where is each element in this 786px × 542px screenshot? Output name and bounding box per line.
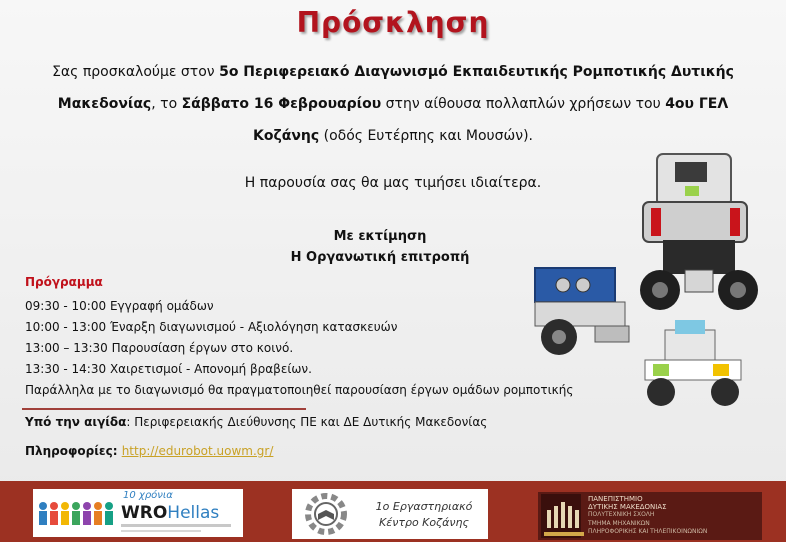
- event-date: Σάββατο 16 Φεβρουαρίου: [181, 96, 382, 112]
- intro-text-4: (οδός Ευτέρπης και Μουσών).: [319, 128, 533, 144]
- program-item: 13:30 - 14:30 Χαιρετισμοί - Απονομή βραβείων.: [25, 362, 312, 376]
- intro-text-3: στην αίθουσα πολλαπλών χρήσεων του: [381, 96, 666, 112]
- info-label: Πληροφορίες: [25, 444, 113, 458]
- program-item: 10:00 - 13:00 Έναρξη διαγωνισμού - Αξιολόγηση κατασκευών: [25, 320, 398, 334]
- wro-subtitle-bar: [121, 524, 231, 527]
- program-item: 13:00 – 13:30 Παρουσίαση έργων στο κοινό.: [25, 341, 294, 355]
- wro-anniversary: 10 χρόνια: [123, 490, 173, 501]
- invitation-title: Πρόσκληση: [296, 6, 490, 39]
- aegis-label: Υπό την αιγίδα: [25, 415, 127, 429]
- info-link[interactable]: http://edurobot.uowm.gr/: [121, 444, 274, 458]
- wro-brand-b: Hellas: [167, 503, 220, 523]
- university-line-5: ΠΛΗΡΟΦΟΡΙΚΗΣ ΚΑΙ ΤΗΛΕΠΙΚΟΙΝΩΝΙΩΝ: [588, 528, 708, 535]
- arduino-robot-icon: [535, 268, 629, 355]
- ev3-robot-icon: [640, 154, 758, 310]
- program-title: Πρόγραμμα: [25, 275, 103, 289]
- program-list: [25, 296, 573, 401]
- venue-school: 4ου ΓΕΛ Κοζάνης: [253, 96, 729, 144]
- lab-center-logo: [292, 489, 488, 539]
- university-line-2: ΔΥΤΙΚΗΣ ΜΑΚΕΔΟΝΙΑΣ: [588, 503, 667, 511]
- university-line-3: ΠΟΛΥΤΕΧΝΙΚΗ ΣΧΟΛΗ: [588, 511, 655, 518]
- competition-name: 5ο Περιφερειακό Διαγωνισμό Εκπαιδευτικής Ρομποτικής Δυτικής Μακεδονίας: [57, 64, 734, 112]
- aegis-line: [25, 415, 487, 429]
- intro-text-2: , το: [151, 96, 182, 112]
- signature-line-1: Με εκτίμηση: [333, 229, 427, 244]
- wro-brand-a: WRO: [121, 503, 168, 523]
- lab-center-line-2: Κέντρο Κοζάνης: [379, 516, 469, 529]
- university-columns-icon: [541, 494, 581, 538]
- info-line: [25, 444, 273, 458]
- program-item: Παράλληλα με το διαγωνισμό θα πραγματοποιηθεί παρουσίαση έργων ομάδων ρομποτικής: [25, 383, 574, 397]
- wro-hellas-logo: [33, 489, 243, 537]
- university-line-4: ΤΜΗΜΑ ΜΗΧΑΝΙΚΩΝ: [588, 520, 650, 527]
- intro-text-1: Σας προσκαλούμε στον: [52, 64, 220, 80]
- signature-block: [230, 226, 530, 268]
- wro-brand: [121, 503, 219, 523]
- invitation-intro: [30, 56, 756, 152]
- gear-book-icon: [296, 489, 356, 539]
- robots-illustration: [525, 142, 786, 412]
- info-separator: :: [112, 444, 122, 458]
- aegis-text: : Περιφερειακής Διεύθυνσης ΠΕ και ΔΕ Δυτικής Μακεδονίας: [126, 415, 488, 429]
- signature-line-2: Η Οργανωτική επιτροπή: [290, 250, 470, 265]
- program-item: 09:30 - 10:00 Εγγραφή ομάδων: [25, 299, 214, 313]
- wedo-robot-icon: [645, 320, 741, 406]
- honor-line: Η παρουσία σας θα μας τιμήσει ιδιαίτερα.: [244, 175, 542, 191]
- wro-subtitle-bar-2: [121, 530, 201, 532]
- section-divider: [22, 408, 306, 410]
- lab-center-line-1: 1ο Εργαστηριακό: [375, 500, 473, 513]
- university-line-1: ΠΑΝΕΠΙΣΤΗΜΙΟ: [588, 495, 643, 503]
- lab-center-name: [360, 499, 488, 531]
- wro-people-icon: [37, 501, 119, 535]
- university-logo: [538, 492, 762, 540]
